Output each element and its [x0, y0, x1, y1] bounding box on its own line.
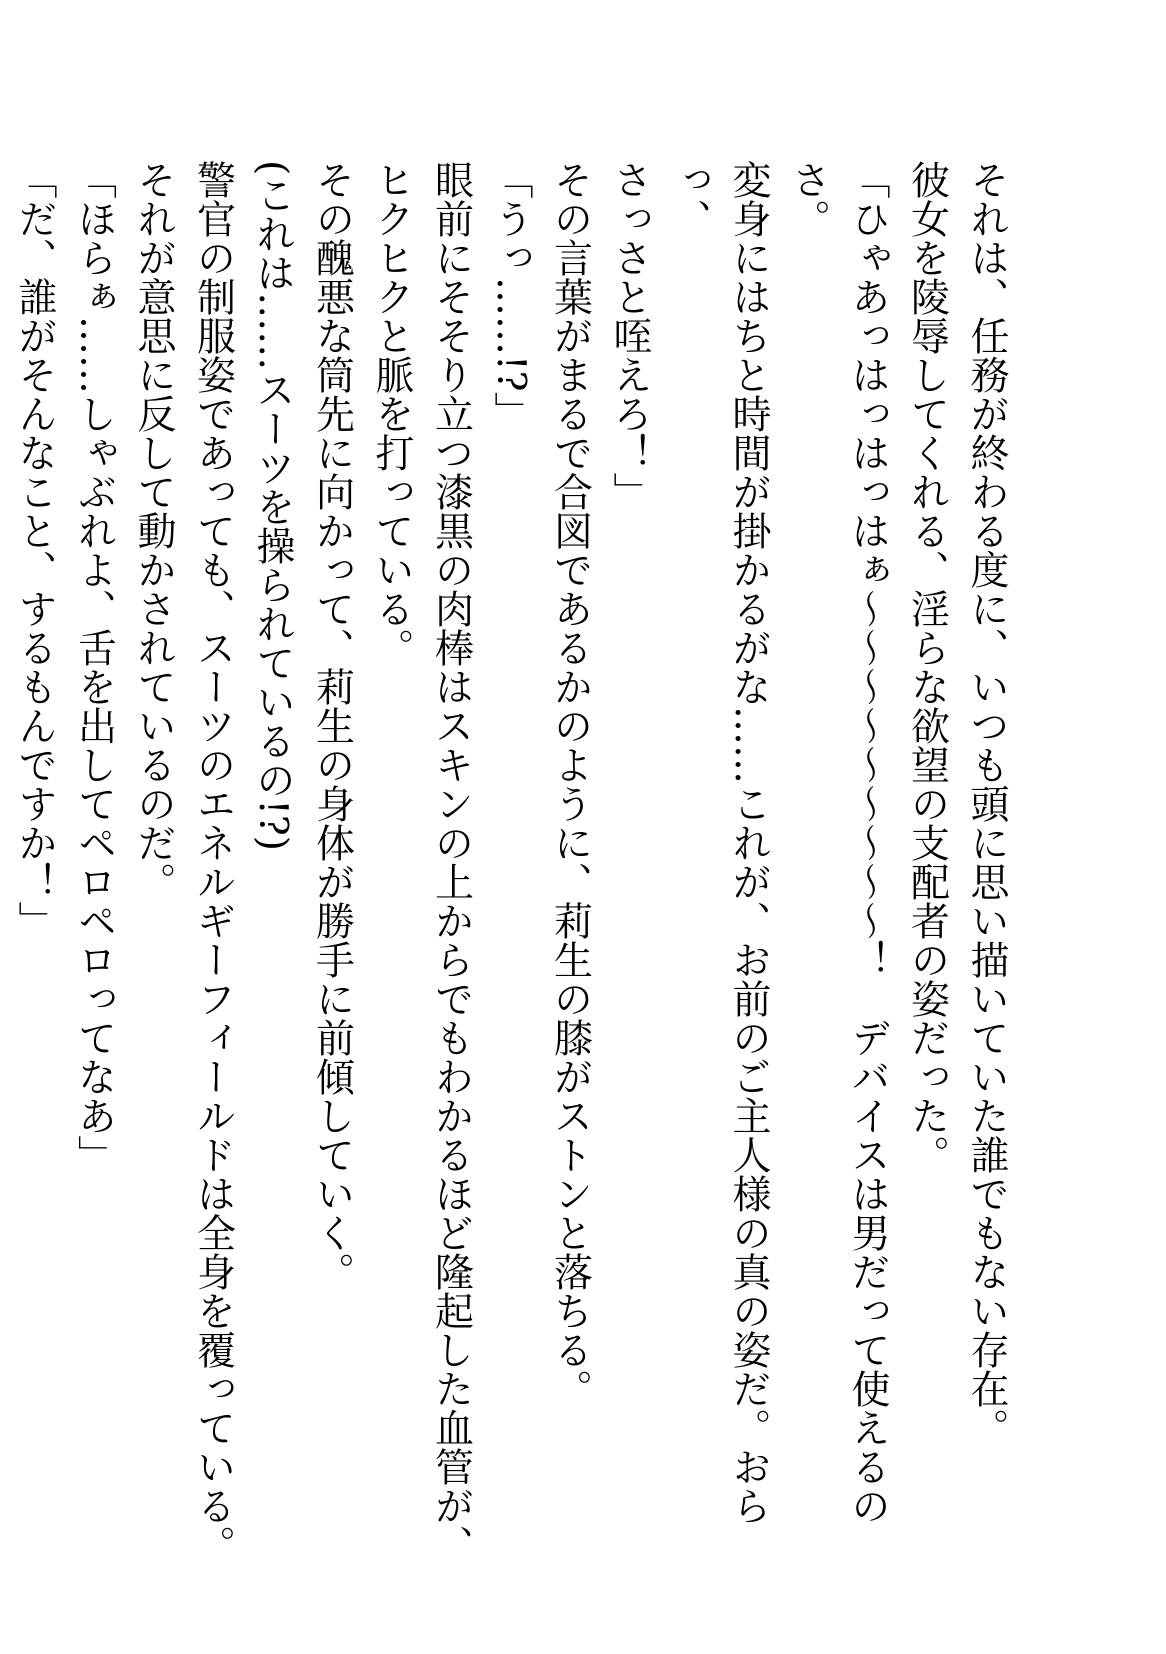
text-line: 変身にはちと時間が掛かるがな……これが、お前のご主人様の真の姿だ。おらっ、	[666, 160, 771, 1525]
text-line: 彼女を陵辱してくれる、淫らな欲望の支配者の姿だった。	[904, 160, 950, 1174]
text-line: その醜悪な筒先に向かって、莉生の身体が勝手に前傾していく。	[309, 160, 355, 1291]
vertical-text-body	[5, 160, 1017, 1580]
text-line: 「ほらぁ……しゃぶれよ、舌を出してペロペロってなあ」	[71, 160, 117, 1174]
text-line: 「うっ……!?」	[488, 160, 533, 431]
text-line: (これは……スーツを操られているの!?)	[250, 160, 295, 852]
text-line: 眼前にそそり立つ漆黒の肉棒はスキンの上からでもわかるほど隆起した血管が、	[428, 160, 474, 1564]
text-line: 警官の制服姿であっても、スーツのエネルギーフィールドは全身を覆っている。	[190, 160, 236, 1564]
text-line: ヒクヒクと脈を打っている。	[369, 160, 414, 667]
text-line: さっさと咥えろ！」	[607, 160, 652, 511]
text-line: それは、任務が終わる度に、いつも頭に思い描いていた誰でもない存在。	[964, 160, 1009, 1447]
text-line: 「ひゃあっはっはっはぁ〜〜〜〜〜〜〜〜〜！ デバイスは男だって使えるのさ。	[785, 160, 890, 1525]
text-line: その言葉がまるで合図であるかのように、莉生の膝がストンと落ちる。	[547, 160, 593, 1408]
text-line: 「だ、誰がそんなこと、するもんですか！」	[12, 160, 57, 940]
text-line: それが意思に反して動かされているのだ。	[131, 160, 176, 901]
